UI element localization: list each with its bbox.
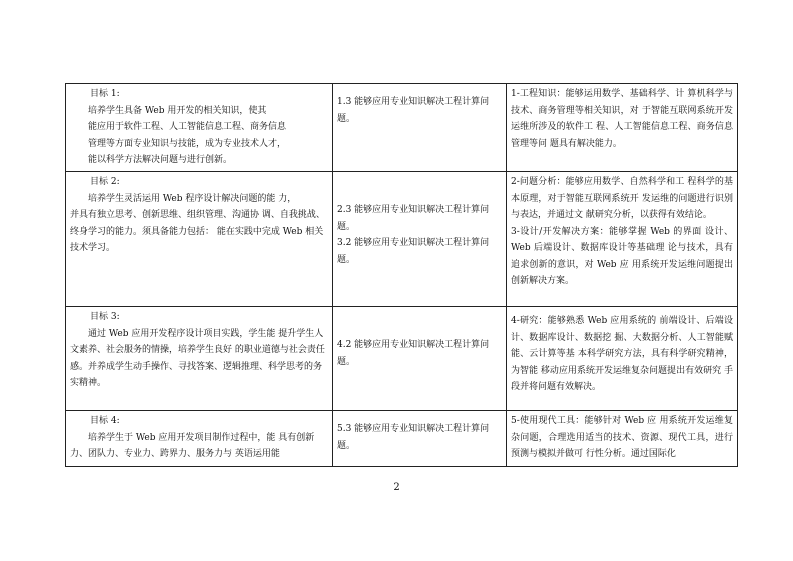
requirement-text: 3-设计/开发解决方案：能够掌握 Web 的界面 设计、Web 后端设计、数据库设计等基础理 论与技术，具有追求创新的意识，对 Web 应 用系统开发运维问题提出创新解决方案。 bbox=[511, 226, 733, 286]
goal-cell bbox=[66, 84, 333, 172]
spacer bbox=[337, 174, 502, 202]
goal-cell bbox=[66, 307, 333, 411]
goal-title: 目标 4: bbox=[90, 416, 120, 426]
goal-text: 并具有独立思考、创新思维、组织管理、沟通协 调、自我挑战、终身学习的能力。须具备能力包括： 能在实践中完成 Web 相关技术学习。 bbox=[70, 210, 325, 253]
indicator-cell bbox=[333, 411, 507, 467]
table-row bbox=[66, 307, 738, 411]
requirement-cell bbox=[507, 84, 738, 172]
goal-text: 能以科学方法解决问题与进行创新。 bbox=[88, 155, 233, 165]
table-row bbox=[66, 84, 738, 172]
goal-title: 目标 3: bbox=[90, 312, 120, 322]
goal-title: 目标 2: bbox=[90, 177, 120, 187]
requirement-text: 5-使用现代工具：能够针对 Web 应 用系统开发运维复杂问题，合理选用适当的技术、资源、现代工具，进行预测与模拟并做可 行性分析。通过国际化 bbox=[511, 416, 733, 459]
requirement-text: 2-问题分析：能够应用数学、自然科学和工 程科学的基本原理，对于智能互联网系统开 发运维的问题进行识别与表达，并通过文 献研究分析，以获得有效结论。 bbox=[511, 177, 733, 220]
requirement-cell bbox=[507, 172, 738, 307]
requirement-text: 4-研究：能够熟悉 Web 应用系统的 前端设计、后端设计、数据库设计、数据挖 掘、大数据分析、人工智能赋能、云计算等基 本科学研究方法，具有科学研究精神，为智能 移动应用系统开发运维复杂问题提出有效研究 手段并将问题有效解决。 bbox=[511, 316, 733, 392]
goal-text: 通过 Web 应用开发程序设计项目实践，学生能 提升学生人文素养、社会服务的情操，培养学生良好 的职业道德与社会责任感。并养成学生动手操作、寻找答案、逻辑推理、科学思考的务实精神。 bbox=[70, 328, 325, 388]
spacer bbox=[337, 309, 502, 337]
goal-cell bbox=[66, 172, 333, 307]
indicator-cell bbox=[333, 172, 507, 307]
indicator-cell bbox=[333, 84, 507, 172]
goal-text: 能应用于软件工程、人工智能信息工程、商务信息 bbox=[88, 122, 287, 132]
goal-text: 培养学生灵活运用 Web 程序设计解决问题的能 力， bbox=[88, 193, 297, 204]
course-objectives-table bbox=[65, 83, 738, 467]
indicator-text: 4.2 能够应用专业知识解决工程计算问题。 bbox=[337, 340, 490, 367]
indicator-text: 3.2 能够应用专业知识解决工程计算问题。 bbox=[337, 238, 490, 265]
requirement-cell bbox=[507, 307, 738, 411]
indicator-cell bbox=[333, 307, 507, 411]
goal-title: 目标 1: bbox=[90, 89, 120, 99]
page-number: 2 bbox=[393, 482, 400, 493]
indicator-text: 5.3 能够应用专业知识解决工程计算问题。 bbox=[337, 424, 490, 451]
spacer bbox=[337, 86, 502, 94]
goal-text: 管理等方面专业知识与技能，成为专业技术人才， bbox=[88, 138, 287, 149]
requirement-cell bbox=[507, 411, 738, 467]
requirement-text: 1-工程知识：能够运用数学、基础科学、计 算机科学与技术、商务管理等相关知识，对 于智能互联网系统开发运维所涉及的软件工 程、人工智能信息工程、商务信息管理等问 题具有解决能力。 bbox=[511, 89, 733, 149]
indicator-text: 1.3 能够应用专业知识解决工程计算问题。 bbox=[337, 97, 490, 124]
goal-cell bbox=[66, 411, 333, 467]
table-row bbox=[66, 411, 738, 467]
table-row bbox=[66, 172, 738, 307]
indicator-text: 2.3 能够应用专业知识解决工程计算问题。 bbox=[337, 205, 490, 232]
goal-text: 培养学生具备 Web 用开发的相关知识，使其 bbox=[88, 105, 267, 116]
goal-text: 培养学生于 Web 应用开发项目制作过程中，能 具有创新力、团队力、专业力、跨界力、服务力与 英语运用能 bbox=[70, 432, 315, 459]
spacer bbox=[337, 413, 502, 421]
